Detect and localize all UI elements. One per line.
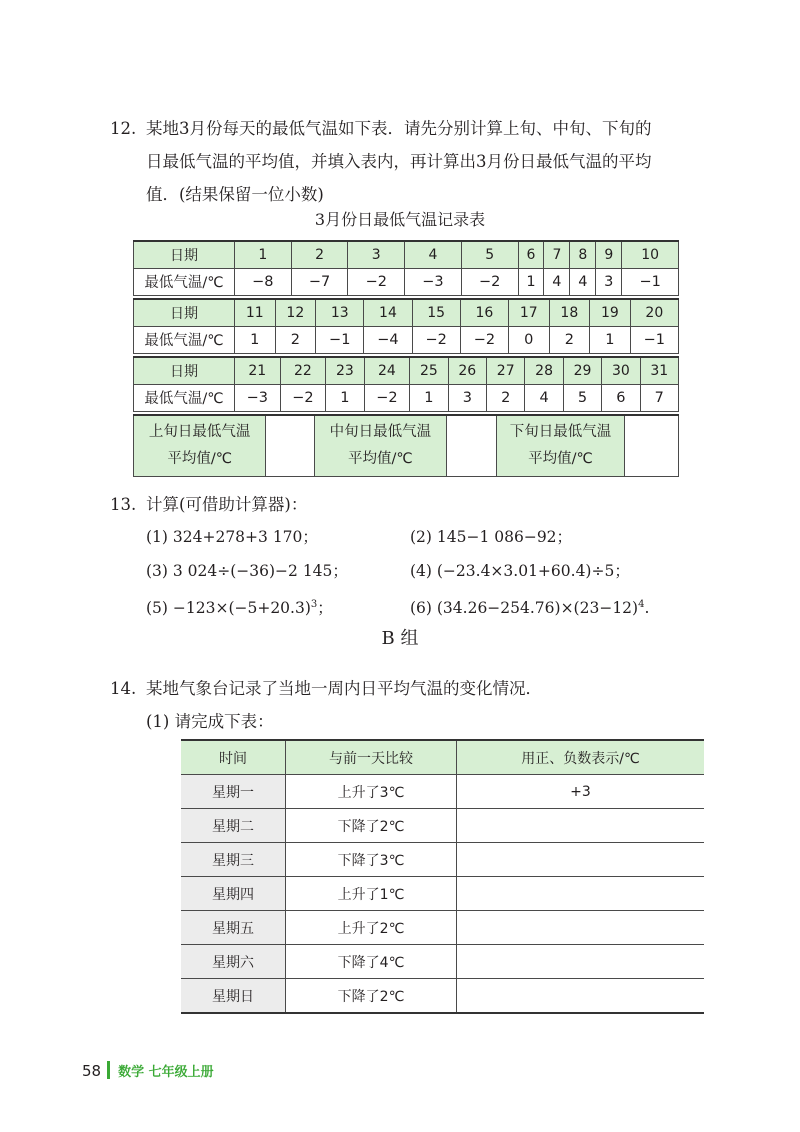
temp-cell: −2 [280, 384, 326, 411]
day-cell: 21 [235, 357, 281, 384]
day-cell: 15 [412, 299, 460, 326]
weekday-cell: 星期六 [181, 945, 286, 979]
temp-cell: 4 [525, 384, 563, 411]
day-cell: 8 [570, 241, 596, 268]
temp-cell: 1 [518, 268, 544, 295]
q13-item-6-exp: 4 [638, 599, 645, 610]
mid-avg-answer[interactable] [447, 415, 497, 477]
early-avg-label [134, 415, 266, 477]
mid-avg-label [314, 415, 446, 477]
day-cell: 6 [518, 241, 544, 268]
table-row [181, 843, 704, 877]
temp-cell: −2 [461, 268, 518, 295]
signed-value-cell[interactable] [457, 945, 705, 979]
q12-line2: 日最低气温的平均值，并填入表内，再计算出3月份日最低气温的平均 [146, 152, 652, 171]
day-cell: 5 [461, 241, 518, 268]
date-row-2 [134, 299, 679, 326]
change-cell: 上升了2℃ [286, 911, 457, 945]
temp-cell: 2 [487, 384, 525, 411]
day-cell: 13 [316, 299, 364, 326]
signed-value-cell[interactable] [457, 809, 705, 843]
temp-cell: 5 [563, 384, 601, 411]
weekday-table-header [181, 740, 704, 775]
temp-cell: −3 [405, 268, 462, 295]
signed-value-cell[interactable] [457, 877, 705, 911]
q12-number: 12. [110, 119, 137, 138]
temp-cell: 2 [275, 326, 316, 353]
q14-sub1: (1) 请完成下表： [146, 712, 274, 731]
weekday-cell: 星期四 [181, 877, 286, 911]
temp-table-3 [133, 356, 679, 412]
day-cell: 17 [509, 299, 550, 326]
temp-cell: 3 [448, 384, 486, 411]
page-footer [82, 1061, 214, 1080]
temp-row-3 [134, 384, 679, 411]
change-cell: 下降了3℃ [286, 843, 457, 877]
change-cell: 下降了2℃ [286, 979, 457, 1014]
change-cell: 上升了3℃ [286, 775, 457, 809]
table-row [181, 809, 704, 843]
q13-title: 计算(可借助计算器)： [146, 495, 308, 514]
q13-item-6-tail: . [644, 599, 650, 618]
weekday-cell: 星期一 [181, 775, 286, 809]
temp-cell: −8 [235, 268, 292, 295]
q13-item-5: (5) −123×(−5+20.3) [146, 599, 311, 618]
temp-cell: 0 [509, 326, 550, 353]
day-cell: 11 [235, 299, 276, 326]
signed-value-cell[interactable]: +3 [457, 775, 705, 809]
temp-table-2 [133, 298, 679, 354]
q14-number: 14. [110, 679, 137, 698]
change-cell: 下降了4℃ [286, 945, 457, 979]
day-cell: 14 [364, 299, 412, 326]
q13-number: 13. [110, 495, 137, 514]
table-caption: 3月份日最低气温记录表 [314, 210, 486, 229]
temp-cell: −1 [316, 326, 364, 353]
col-header-signed: 用正、负数表示/℃ [457, 740, 705, 775]
day-cell: 1 [235, 241, 292, 268]
early-avg-answer[interactable] [266, 415, 314, 477]
table-row [181, 911, 704, 945]
temp-cell: −2 [364, 384, 410, 411]
temp-cell: −2 [412, 326, 460, 353]
q13-item-5-wrap [146, 588, 333, 625]
date-label: 日期 [134, 357, 235, 384]
q13-item-5-exp: 3 [310, 599, 318, 610]
day-cell: 24 [364, 357, 410, 384]
book-title: 数学 七年级上册 [118, 1065, 214, 1080]
signed-value-cell[interactable] [457, 843, 705, 877]
day-cell: 3 [348, 241, 405, 268]
change-cell: 上升了1℃ [286, 877, 457, 911]
temp-label: 最低气温/℃ [134, 326, 235, 353]
temp-cell: −3 [235, 384, 281, 411]
temp-cell: −4 [364, 326, 412, 353]
mid-avg-line2: 平均值/℃ [348, 451, 413, 467]
weekday-cell: 星期五 [181, 911, 286, 945]
temp-cell: −1 [630, 326, 678, 353]
q13-item-4: (4) (−23.4×3.01+60.4)÷5； [410, 562, 630, 580]
temp-cell: −1 [622, 268, 679, 295]
day-cell: 16 [460, 299, 508, 326]
late-avg-line2: 平均值/℃ [528, 451, 593, 467]
temp-label: 最低气温/℃ [134, 384, 235, 411]
signed-value-cell[interactable] [457, 979, 705, 1014]
day-cell: 31 [640, 357, 678, 384]
temp-cell: 2 [549, 326, 590, 353]
table-row [181, 877, 704, 911]
col-header-time: 时间 [181, 740, 286, 775]
temp-cell: −2 [348, 268, 405, 295]
q13-item-6: (6) (34.26−254.76)×(23−12) [410, 599, 639, 618]
q12-line1: 某地3月份每天的最低气温如下表．请先分别计算上旬、中旬、下旬的 [146, 119, 652, 138]
day-cell: 2 [291, 241, 348, 268]
day-cell: 7 [544, 241, 570, 268]
early-avg-line1: 上旬日最低气温 [148, 424, 251, 440]
temp-cell: 1 [235, 326, 276, 353]
day-cell: 23 [326, 357, 364, 384]
temp-row-2 [134, 326, 679, 353]
signed-value-cell[interactable] [457, 911, 705, 945]
date-label: 日期 [134, 241, 235, 268]
day-cell: 25 [410, 357, 448, 384]
col-header-compare: 与前一天比较 [286, 740, 457, 775]
temp-cell: 1 [410, 384, 448, 411]
average-table [133, 414, 679, 477]
day-cell: 19 [590, 299, 631, 326]
early-avg-line2: 平均值/℃ [167, 451, 233, 467]
q12-line3: 值．(结果保留一位小数) [146, 185, 324, 204]
day-cell: 22 [280, 357, 326, 384]
q13-item-1: (1) 324+278+3 170； [146, 528, 318, 546]
table-row [181, 945, 704, 979]
change-cell: 下降了2℃ [286, 809, 457, 843]
temp-cell: 1 [590, 326, 631, 353]
weekday-cell: 星期三 [181, 843, 286, 877]
mid-avg-line1: 中旬日最低气温 [329, 424, 432, 440]
late-avg-label [497, 415, 624, 477]
temp-cell: 6 [602, 384, 640, 411]
day-cell: 26 [448, 357, 486, 384]
q13-title-line [110, 488, 307, 521]
temp-table-1 [133, 240, 679, 296]
temp-cell: 4 [544, 268, 570, 295]
date-row-3 [134, 357, 679, 384]
day-cell: 30 [602, 357, 640, 384]
day-cell: 10 [622, 241, 679, 268]
temp-cell: 4 [570, 268, 596, 295]
footer-divider [107, 1061, 110, 1079]
day-cell: 20 [630, 299, 678, 326]
temp-cell: 1 [326, 384, 364, 411]
q14-text: 某地气象台记录了当地一周内日平均气温的变化情况． [146, 679, 542, 698]
q13-item-3: (3) 3 024÷(−36)−2 145； [146, 562, 348, 580]
day-cell: 27 [487, 357, 525, 384]
q13-item-2: (2) 145−1 086−92； [410, 528, 573, 546]
temp-label: 最低气温/℃ [134, 268, 235, 295]
page-number: 58 [82, 1062, 102, 1080]
weekday-table [181, 739, 704, 1014]
q13-items [146, 520, 746, 630]
table-row [181, 775, 704, 809]
temp-cell: −2 [460, 326, 508, 353]
temp-cell: 3 [596, 268, 622, 295]
day-cell: 4 [405, 241, 462, 268]
q13-item-6-wrap [410, 588, 649, 625]
day-cell: 9 [596, 241, 622, 268]
group-b-heading: B 组 [381, 628, 419, 649]
q14-text-line [110, 672, 542, 738]
temp-row-1 [134, 268, 679, 295]
weekday-cell: 星期日 [181, 979, 286, 1014]
day-cell: 12 [275, 299, 316, 326]
date-row-1 [134, 241, 679, 268]
q12-text [110, 112, 652, 211]
late-avg-answer[interactable] [624, 415, 678, 477]
q13-item-5-tail: ； [317, 599, 333, 618]
temp-cell: 7 [640, 384, 678, 411]
temp-cell: −7 [291, 268, 348, 295]
date-label: 日期 [134, 299, 235, 326]
day-cell: 18 [549, 299, 590, 326]
table-row [181, 979, 704, 1014]
day-cell: 29 [563, 357, 601, 384]
weekday-cell: 星期二 [181, 809, 286, 843]
late-avg-line1: 下旬日最低气温 [509, 424, 612, 440]
day-cell: 28 [525, 357, 563, 384]
